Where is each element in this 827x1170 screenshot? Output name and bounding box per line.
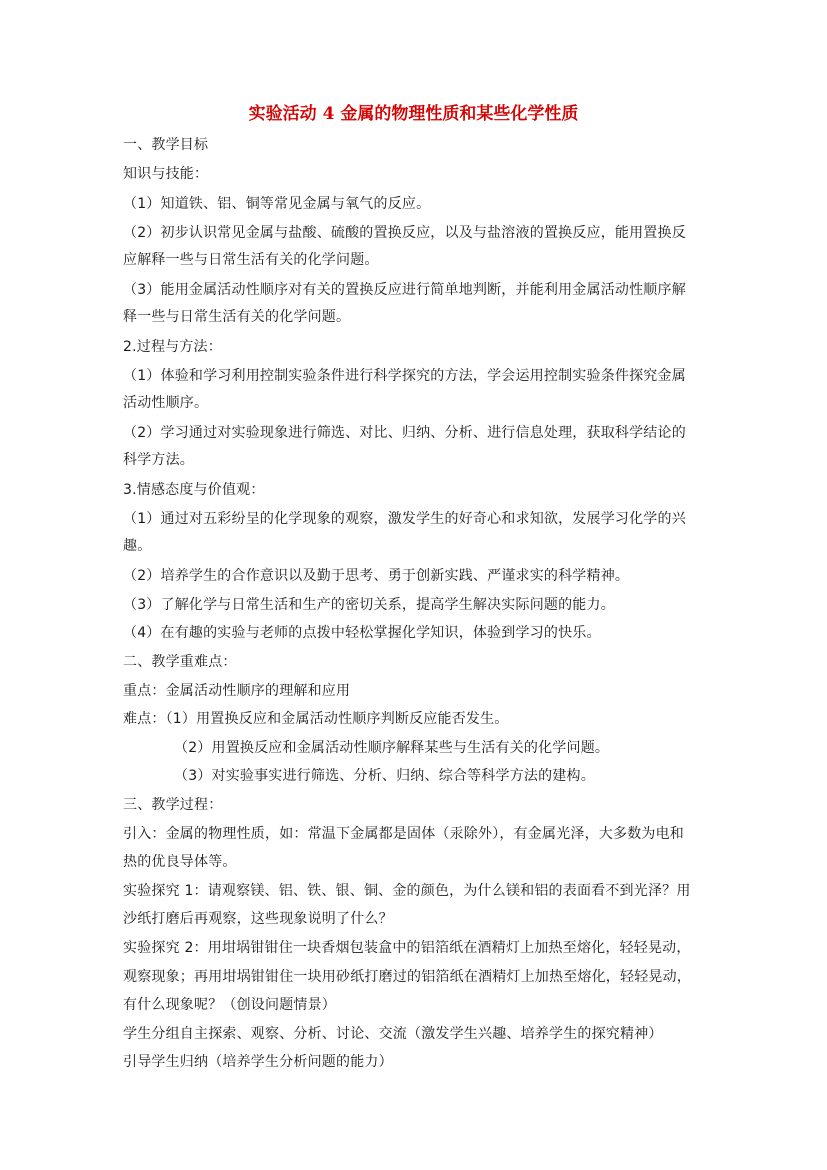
section-heading: 三、教学过程： [123,797,223,813]
paragraph-line: 学生分组自主探索、观察、分析、讨论、交流（激发学生兴趣、培养学生的探究精神） [123,1026,663,1042]
paragraph-line: 引入：金属的物理性质，如：常温下金属都是固体（汞除外），有金属光泽，大多数为电和 [123,826,684,842]
paragraph-line: 有什么现象呢？（创设问题情景） [123,997,336,1013]
paragraph-line: 科学方法。 [123,452,194,468]
paragraph-line: 观察现象；再用坩埚钳钳住一块用砂纸打磨过的铝箔纸在酒精灯上加热至熔化，轻轻晃动， [123,969,691,985]
paragraph-line: 释一些与日常生活有关的化学问题。 [123,309,351,325]
paragraph-line: （2）学习通过对实验现象进行筛选、对比、归纳、分析、进行信息处理，获取科学结论的 [123,425,686,441]
section-heading: 一、教学目标 [123,137,209,153]
document-title: 实验活动 4 金属的物理性质和某些化学性质 [248,104,579,124]
paragraph-line: （3）对实验事实进行筛选、分析、归纳、综合等科学方法的建构。 [174,768,595,784]
subheading: 2.过程与方法： [123,339,222,355]
paragraph-line: （2）初步认识常见金属与盐酸、硫酸的置换反应，以及与盐溶液的置换反应，能用置换反 [123,225,686,241]
paragraph-line: 重点：金属活动性顺序的理解和应用 [123,683,351,699]
paragraph-line: 难点：（1）用置换反应和金属活动性顺序判断反应能否发生。 [123,711,509,727]
paragraph-line: 热的优良导体等。 [123,854,237,870]
paragraph-line: 活动性顺序。 [123,395,209,411]
paragraph-line: 沙纸打磨后再观察，这些现象说明了什么？ [123,911,393,927]
section-heading: 二、教学重难点： [123,654,237,670]
paragraph-line: （4）在有趣的实验与老师的点拨中轻松掌握化学知识，体验到学习的快乐。 [123,625,601,641]
paragraph-line: （3）能用金属活动性顺序对有关的置换反应进行简单地判断，并能利用金属活动性顺序解 [123,282,686,298]
paragraph-line: （1）体验和学习利用控制实验条件进行科学探究的方法，学会运用控制实验条件探究金属 [123,368,686,384]
paragraph-line: （1）知道铁、铝、铜等常见金属与氧气的反应。 [123,196,431,212]
paragraph-line: （1）通过对五彩纷呈的化学现象的观察，激发学生的好奇心和求知欲，发展学习化学的兴 [123,511,686,527]
paragraph-line: 引导学生归纳（培养学生分析问题的能力） [123,1054,393,1070]
paragraph-line: 应解释一些与日常生活有关的化学问题。 [123,252,379,268]
subheading: 3.情感态度与价值观： [123,482,265,498]
paragraph-line: （2）培养学生的合作意识以及勤于思考、勇于创新实践、严谨求实的科学精神。 [123,568,630,584]
subheading: 知识与技能： [123,166,209,182]
paragraph-line: （2）用置换反应和金属活动性顺序解释某些与生活有关的化学问题。 [174,740,610,756]
paragraph-line: 实验探究 1：请观察镁、铝、铁、银、铜、金的颜色，为什么镁和铝的表面看不到光泽？用 [123,883,691,899]
paragraph-line: 趣。 [123,538,152,554]
paragraph-line: （3）了解化学与日常生活和生产的密切关系，提高学生解决实际问题的能力。 [123,597,615,613]
paragraph-line: 实验探究 2：用坩埚钳钳住一块香烟包装盒中的铝箔纸在酒精灯上加热至熔化，轻轻晃动， [123,940,691,956]
